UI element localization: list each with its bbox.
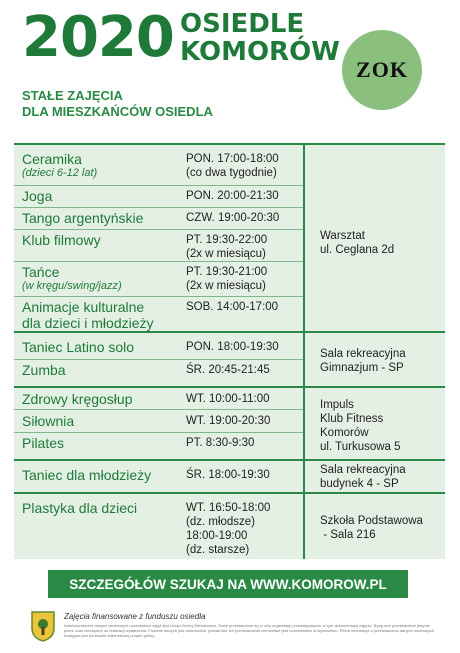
column-divider — [303, 143, 305, 559]
location-line: Sala rekreacyjna — [320, 348, 406, 360]
schedule-time: CZW. 19:00-20:30 — [186, 212, 280, 224]
schedule-time: 18:00-19:00 — [186, 530, 248, 542]
activity-name: Tango argentyńskie — [22, 210, 144, 226]
schedule-time: WT. 19:00-20:30 — [186, 415, 271, 427]
location-line: Gimnazjum - SP — [320, 362, 404, 374]
activity-name: Animacje kulturalne — [22, 299, 145, 315]
subtitle-line-1: STAŁE ZAJĘCIA — [22, 88, 123, 103]
location-line: budynek 4 - SP — [320, 478, 399, 490]
location-line: Sala rekreacyjna — [320, 464, 406, 476]
schedule-time: PON. 18:00-19:30 — [186, 341, 279, 353]
estate-line-1: OSIEDLE — [180, 9, 305, 39]
privacy-notice: Administratorem danych osobowych uczestników zajęć jest Urząd Gminy Michałowice. Dane przetwarzane są w celu organizacji przedsięwzięcia, w tym dokumentacji zajęcia. Będą one przetwarzane jedynie przez czas niezbędny do realizacji wydarzenia. Podanie danych jest dobrowolne, jednak bez ich przetwarzania niemożliwe jest uczestnictwo w wydarzeniu. Pełna informacja o przetwarzaniu danych osobowych dostępna jest na stronie internetowej urzędu gminy. — [64, 623, 434, 638]
estate-name — [180, 10, 340, 66]
activity-name: Taniec dla młodzieży — [22, 467, 152, 483]
logo-text: ZOK — [356, 57, 408, 82]
schedule-time: ŚR. 20:45-21:45 — [186, 364, 270, 376]
activity-name: Siłownia — [22, 413, 75, 429]
subtitle — [22, 88, 213, 120]
coat-of-arms-icon — [30, 610, 56, 642]
location-line: Impuls — [320, 399, 354, 411]
activity-name: Ceramika — [22, 151, 82, 167]
zok-logo — [342, 30, 422, 110]
row-divider — [14, 207, 303, 208]
group-divider — [14, 459, 445, 461]
activity-name: Zumba — [22, 362, 66, 378]
schedule-note: (2x w miesiącu) — [186, 280, 266, 292]
schedule-time: WT. 10:00-11:00 — [186, 393, 270, 405]
activity-name: Taniec Latino solo — [22, 339, 135, 355]
row-divider — [14, 185, 303, 186]
row-divider — [14, 409, 303, 410]
row-divider — [14, 261, 303, 262]
subtitle-line-2: DLA MIESZKAŃCÓW OSIEDLA — [22, 104, 213, 119]
activity-note: (dzieci 6-12 lat) — [22, 167, 98, 179]
schedule-time: ŚR. 18:00-19:30 — [186, 469, 270, 481]
location — [320, 347, 406, 375]
schedule-time: PON. 20:00-21:30 — [186, 190, 279, 202]
row-divider — [14, 296, 303, 297]
schedule-note: (dz. starsze) — [186, 544, 250, 556]
location-line: - Sala 216 — [320, 529, 376, 541]
row-divider — [14, 432, 303, 433]
schedule-note: (dz. młodsze) — [186, 516, 256, 528]
schedule-time: WT. 16:50-18:00 — [186, 502, 271, 514]
schedule-time: PT. 8:30-9:30 — [186, 437, 255, 449]
activity-name: Pilates — [22, 435, 65, 451]
activity-note: (w kręgu/swing/jazz) — [22, 280, 122, 292]
location-line: Szkoła Podstawowa — [320, 515, 423, 527]
row-divider — [14, 229, 303, 230]
schedule-time: SOB. 14:00-17:00 — [186, 301, 279, 313]
schedule-note: (co dwa tygodnie) — [186, 167, 277, 179]
location-line: Warsztat — [320, 230, 365, 242]
group-divider — [14, 386, 445, 388]
schedule-time: PT. 19:30-21:00 — [186, 266, 268, 278]
schedule-table — [14, 143, 445, 559]
location-line: Klub Fitness — [320, 413, 384, 425]
year-heading: 2020 — [22, 5, 174, 70]
schedule-time: PON. 17:00-18:00 — [186, 153, 279, 165]
group-divider — [14, 492, 445, 494]
group-divider — [14, 143, 445, 145]
group-divider — [14, 331, 445, 333]
location — [320, 229, 394, 257]
location-line: ul. Turkusowa 5 — [320, 441, 401, 453]
location-line: ul. Ceglana 2d — [320, 244, 395, 256]
location — [320, 514, 423, 542]
funding-note: Zajęcia finansowane z funduszu osiedla — [64, 612, 206, 621]
location — [320, 463, 406, 491]
activity-name: Plastyka dla dzieci — [22, 500, 138, 516]
activity-name: Tańce — [22, 264, 60, 280]
activity-name: Klub filmowy — [22, 232, 101, 248]
row-divider — [14, 359, 303, 360]
estate-line-2: KOMORÓW — [180, 37, 340, 67]
activity-name: Joga — [22, 188, 53, 204]
schedule-note: (2x w miesiącu) — [186, 248, 266, 260]
activity-name: Zdrowy kręgosłup — [22, 391, 133, 407]
schedule-time: PT. 19:30-22:00 — [186, 234, 268, 246]
website-banner: SZCZEGÓŁÓW SZUKAJ NA WWW.KOMOROW.PL — [48, 570, 408, 598]
location — [320, 398, 401, 454]
activity-name-line-2: dla dzieci i młodzieży — [22, 315, 154, 331]
location-line: Komorów — [320, 427, 369, 439]
